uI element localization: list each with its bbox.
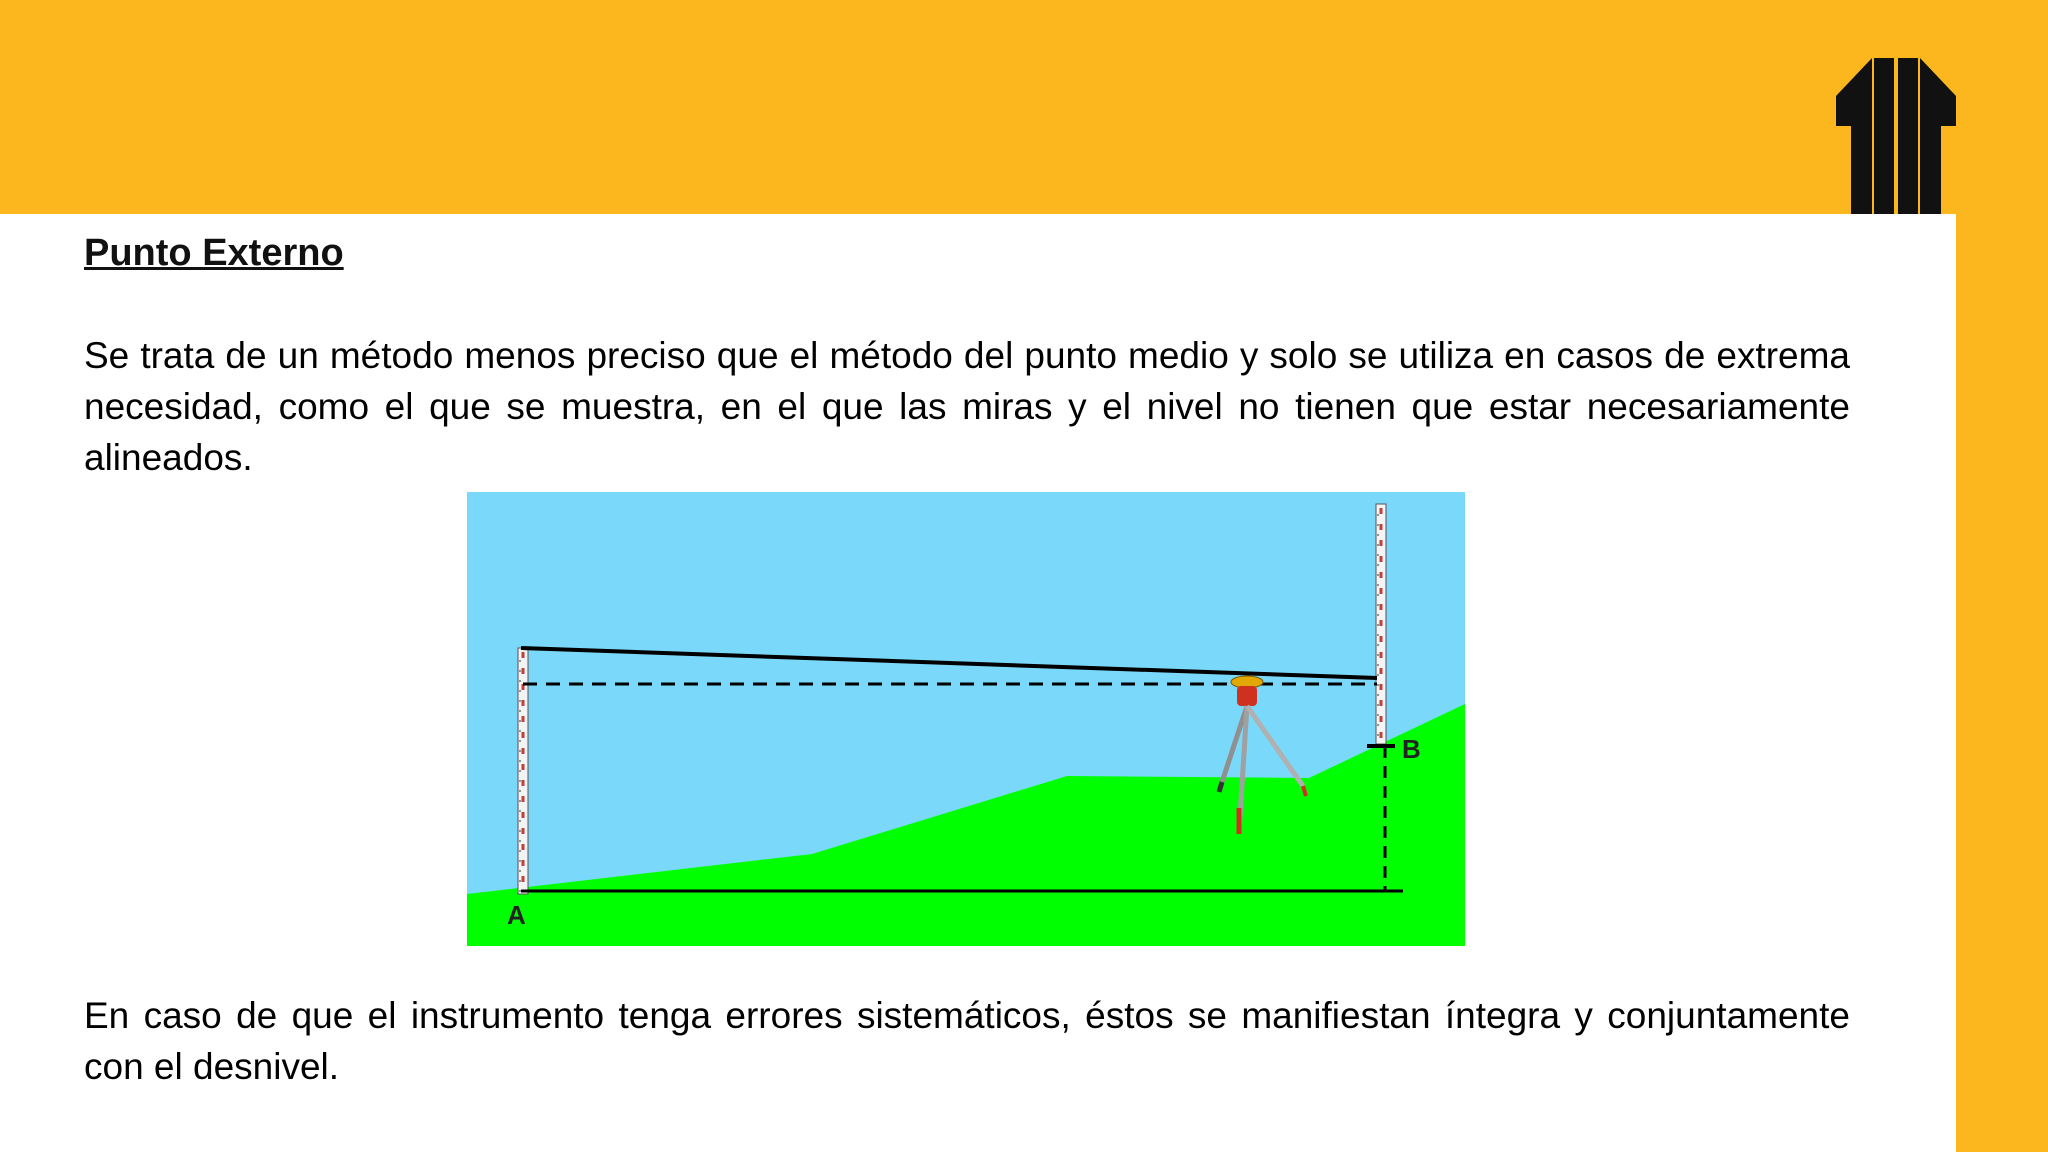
intro-paragraph: Se trata de un método menos preciso que el método del punto medio y solo se utiliza en casos de extrema necesidad, como el que se muestra, en el que las miras y el nivel no tienen que estar necesariamente alineados. [84,335,1850,478]
right-accent-stripe [1956,0,2048,1152]
leveling-diagram [467,492,1465,946]
point-a-label: A [507,900,526,930]
slide-content [84,228,1850,278]
point-b-label: B [1402,734,1421,764]
top-banner [0,0,1836,214]
arrow-up-logo-icon [1836,0,1956,214]
leveling-rod-b [1376,504,1386,744]
conclusion-paragraph: En caso de que el instrumento tenga errores sistemáticos, éstos se manifiestan íntegra y conjuntamente con el desnivel. [84,995,1850,1087]
slide-heading: Punto Externo [84,232,344,274]
